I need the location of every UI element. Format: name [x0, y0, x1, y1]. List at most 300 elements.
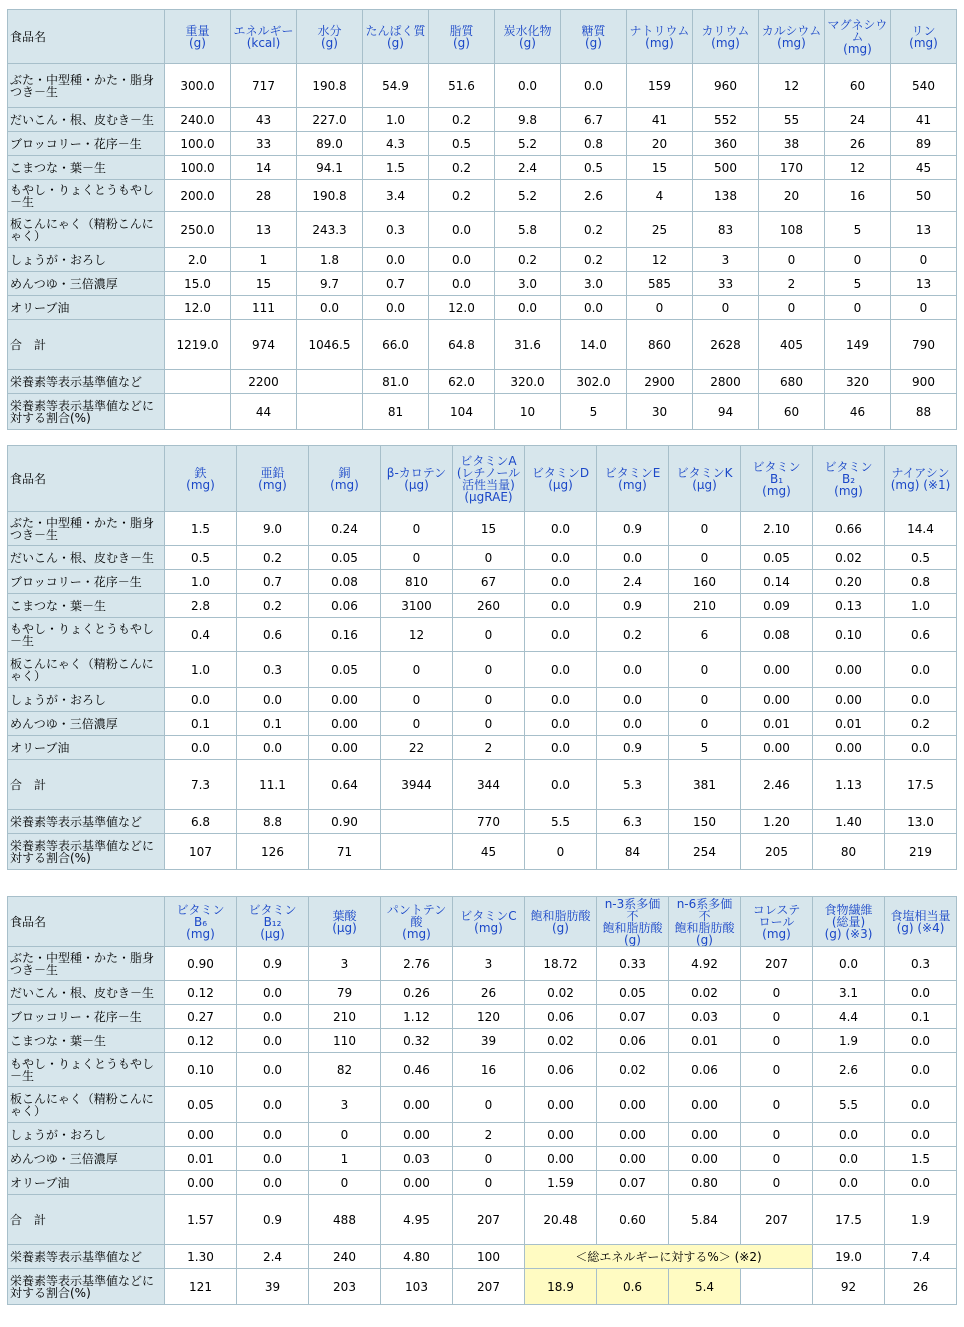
table-cell: 0 [825, 248, 891, 272]
table-cell: 0 [741, 1053, 813, 1087]
table-cell: 100.0 [165, 156, 231, 180]
table-cell: 0.10 [165, 1053, 237, 1087]
table-cell: 0 [759, 296, 825, 320]
table-cell: 0 [669, 512, 741, 546]
column-header: コレステ ロール (mg) [741, 897, 813, 947]
table-cell: 0 [669, 688, 741, 712]
table-row [8, 1029, 957, 1053]
energy-ratio-note: ＜総エネルギーに対する%＞ (※2) [525, 1245, 813, 1269]
table-cell: 0.01 [741, 712, 813, 736]
table-cell: 121 [165, 1269, 237, 1305]
table-cell: 1219.0 [165, 320, 231, 370]
table-cell: 0.24 [309, 512, 381, 546]
column-header: 重量 (g) [165, 10, 231, 64]
table-cell: 0.0 [885, 652, 957, 688]
row-label: めんつゆ・三倍濃厚 [8, 1147, 165, 1171]
table-cell: 0 [453, 652, 525, 688]
table-cell: 0.0 [525, 712, 597, 736]
table-row [8, 132, 957, 156]
table-cell: 320 [825, 370, 891, 394]
table-cell: 5.4 [669, 1269, 741, 1305]
table-row [8, 272, 957, 296]
table-row [8, 370, 957, 394]
table-cell: 0.3 [363, 212, 429, 248]
table-cell: 0.13 [813, 594, 885, 618]
table-cell: 45 [453, 834, 525, 870]
table-cell: 6.7 [561, 108, 627, 132]
table-cell: 12 [759, 64, 825, 108]
table-cell: 0.0 [495, 64, 561, 108]
row-label: めんつゆ・三倍濃厚 [8, 272, 165, 296]
table-row [8, 512, 957, 546]
column-header: 食物繊維 (総量) (g) (※3) [813, 897, 885, 947]
column-header: 食塩相当量 (g) (※4) [885, 897, 957, 947]
nutrition-table-3 [7, 896, 957, 1305]
column-header: ビタミン B₁₂ (μg) [237, 897, 309, 947]
table-cell: 0.2 [429, 108, 495, 132]
column-header: 飽和脂肪酸 (g) [525, 897, 597, 947]
column-header: たんぱく質 (g) [363, 10, 429, 64]
row-label: 合 計 [8, 760, 165, 810]
row-label: 板こんにゃく（精粉こんにゃく） [8, 1087, 165, 1123]
table-cell: 3.0 [495, 272, 561, 296]
table-cell: 67 [453, 570, 525, 594]
table-cell: 2.6 [561, 180, 627, 212]
table-cell: 0 [381, 512, 453, 546]
table-cell: 5.8 [495, 212, 561, 248]
table-cell: 18.72 [525, 947, 597, 981]
table-cell: 0.0 [885, 981, 957, 1005]
table-cell: 1.5 [165, 512, 237, 546]
table-cell [381, 810, 453, 834]
table-cell: 159 [627, 64, 693, 108]
table-cell: 0.14 [741, 570, 813, 594]
table-cell: 203 [309, 1269, 381, 1305]
table-cell: 344 [453, 760, 525, 810]
table-row [8, 688, 957, 712]
column-header: ビタミン B₁ (mg) [741, 446, 813, 512]
table-cell: 10 [495, 394, 561, 430]
table-cell: 0.5 [429, 132, 495, 156]
table-cell: 381 [669, 760, 741, 810]
table-cell: 33 [231, 132, 297, 156]
table-cell: 0.00 [669, 1147, 741, 1171]
table-cell: 60 [759, 394, 825, 430]
table-cell: 30 [627, 394, 693, 430]
table-cell: 0 [381, 688, 453, 712]
table-cell: 25 [627, 212, 693, 248]
table-cell: 0.1 [165, 712, 237, 736]
table-cell: 0.12 [165, 981, 237, 1005]
table-cell: 1.59 [525, 1171, 597, 1195]
table-cell: 0.0 [237, 1005, 309, 1029]
table-cell: 1.13 [813, 760, 885, 810]
table-cell: 0.0 [237, 1171, 309, 1195]
table-cell: 7.3 [165, 760, 237, 810]
table-cell: 0.90 [309, 810, 381, 834]
table-row [8, 296, 957, 320]
table-row [8, 760, 957, 810]
table-row [8, 736, 957, 760]
table-cell: 0.60 [597, 1195, 669, 1245]
table-cell: 0 [453, 546, 525, 570]
row-label: ブロッコリー・花序－生 [8, 570, 165, 594]
table-cell: 5 [825, 212, 891, 248]
table-cell: 14.4 [885, 512, 957, 546]
table-cell: 0 [381, 712, 453, 736]
table-cell: 15 [453, 512, 525, 546]
table-cell: 210 [669, 594, 741, 618]
table-cell: 2900 [627, 370, 693, 394]
table-cell: 0 [381, 652, 453, 688]
table-cell: 12 [627, 248, 693, 272]
table-cell: 0.03 [381, 1147, 453, 1171]
table-cell: 0.2 [429, 156, 495, 180]
table-cell: 0.0 [525, 760, 597, 810]
table-row [8, 108, 957, 132]
table-cell: 60 [825, 64, 891, 108]
table-cell: 0 [825, 296, 891, 320]
table-cell: 3 [693, 248, 759, 272]
table-cell: 1.0 [165, 652, 237, 688]
table-cell: 500 [693, 156, 759, 180]
table-cell: 1.40 [813, 810, 885, 834]
table-cell: 6.3 [597, 810, 669, 834]
table-cell: 28 [231, 180, 297, 212]
table-cell: 64.8 [429, 320, 495, 370]
table-cell: 810 [381, 570, 453, 594]
table-cell: 4.80 [381, 1245, 453, 1269]
table-cell: 0.0 [363, 296, 429, 320]
table-cell: 300.0 [165, 64, 231, 108]
table-cell: 0.2 [237, 546, 309, 570]
table-cell: 190.8 [297, 180, 363, 212]
table-cell: 0.6 [885, 618, 957, 652]
column-header: ビタミン B₆ (mg) [165, 897, 237, 947]
table-cell: 3944 [381, 760, 453, 810]
table-cell: 0 [891, 296, 957, 320]
table-row [8, 1005, 957, 1029]
table-cell: 0.0 [429, 272, 495, 296]
table-cell: 103 [381, 1269, 453, 1305]
table-cell: 243.3 [297, 212, 363, 248]
column-header: 銅 (mg) [309, 446, 381, 512]
table-cell: 0.07 [597, 1005, 669, 1029]
table-cell: 38 [759, 132, 825, 156]
table-row [8, 180, 957, 212]
table-cell: 0.00 [165, 1123, 237, 1147]
column-header: 脂質 (g) [429, 10, 495, 64]
table-cell: 13.0 [885, 810, 957, 834]
header-row [8, 897, 957, 947]
table-cell: 82 [309, 1053, 381, 1087]
column-header: 葉酸 (μg) [309, 897, 381, 947]
table-cell: 0.0 [813, 1171, 885, 1195]
table-cell: 0.00 [309, 712, 381, 736]
column-header: 鉄 (mg) [165, 446, 237, 512]
table-cell: 0.06 [525, 1005, 597, 1029]
table-cell: 360 [693, 132, 759, 156]
table-cell: 83 [693, 212, 759, 248]
table-cell: 0.2 [597, 618, 669, 652]
table-row [8, 1053, 957, 1087]
table-cell: 13 [231, 212, 297, 248]
table-cell: 3.0 [561, 272, 627, 296]
table-cell: 0.32 [381, 1029, 453, 1053]
column-header: n-3系多価不 飽和脂肪酸 (g) [597, 897, 669, 947]
table-cell: 2.6 [813, 1053, 885, 1087]
table-cell: 0.9 [597, 736, 669, 760]
table-cell: 0 [525, 834, 597, 870]
table-cell: 33 [693, 272, 759, 296]
table-cell: 0.05 [741, 546, 813, 570]
table-cell: 111 [231, 296, 297, 320]
table-cell: 960 [693, 64, 759, 108]
row-label: ブロッコリー・花序－生 [8, 132, 165, 156]
table-cell: 0.05 [309, 546, 381, 570]
table-row [8, 1171, 957, 1195]
table-cell: 0 [669, 546, 741, 570]
table-cell: 4.95 [381, 1195, 453, 1245]
table-cell: 0.8 [885, 570, 957, 594]
table-cell: 0 [627, 296, 693, 320]
table-cell: 0.00 [525, 1147, 597, 1171]
header-row [8, 10, 957, 64]
table-cell: 2.46 [741, 760, 813, 810]
table-cell: 1.30 [165, 1245, 237, 1269]
table-cell: 0.00 [165, 1171, 237, 1195]
table-cell: 0.0 [237, 688, 309, 712]
table-cell: 0.0 [597, 652, 669, 688]
table-cell: 0.02 [525, 1029, 597, 1053]
table-cell: 320.0 [495, 370, 561, 394]
column-header: パントテン 酸 (mg) [381, 897, 453, 947]
table-cell [381, 834, 453, 870]
table-cell: 92 [813, 1269, 885, 1305]
table-cell: 0.0 [525, 652, 597, 688]
table-cell: 0 [309, 1171, 381, 1195]
table-cell: 3.1 [813, 981, 885, 1005]
table-cell: 585 [627, 272, 693, 296]
column-header: 亜鉛 (mg) [237, 446, 309, 512]
table-cell: 0.03 [669, 1005, 741, 1029]
table-cell: 0 [741, 981, 813, 1005]
table-cell: 0.00 [813, 688, 885, 712]
table-cell: 0.9 [237, 947, 309, 981]
nutrition-table-2 [7, 445, 957, 870]
table-cell: 5.5 [813, 1087, 885, 1123]
table-cell: 0.00 [525, 1087, 597, 1123]
table-cell: 149 [825, 320, 891, 370]
table-row [8, 947, 957, 981]
table-cell: 552 [693, 108, 759, 132]
table-cell: 2.0 [165, 248, 231, 272]
table-cell: 8.8 [237, 810, 309, 834]
table-cell: 207 [741, 1195, 813, 1245]
table-row [8, 1147, 957, 1171]
row-label: 栄養素等表示基準値など [8, 1245, 165, 1269]
table-row [8, 212, 957, 248]
table-cell [297, 394, 363, 430]
row-label: ぶた・中型種・かた・脂身つき－生 [8, 947, 165, 981]
row-label: だいこん・根、皮むき－生 [8, 546, 165, 570]
table-cell: 0.00 [309, 736, 381, 760]
table-cell: 4.3 [363, 132, 429, 156]
table-cell: 770 [453, 810, 525, 834]
table-cell: 219 [885, 834, 957, 870]
table-cell: 62.0 [429, 370, 495, 394]
table-cell: 2.4 [237, 1245, 309, 1269]
table-cell: 110 [309, 1029, 381, 1053]
table-cell: 0.16 [309, 618, 381, 652]
table-cell: 0.05 [165, 1087, 237, 1123]
table-cell: 0.08 [309, 570, 381, 594]
table-cell: 31.6 [495, 320, 561, 370]
table-cell: 5.2 [495, 132, 561, 156]
nutrition-table-1 [7, 9, 957, 430]
table-cell: 0.00 [813, 652, 885, 688]
table-cell: 41 [627, 108, 693, 132]
table-cell: 54.9 [363, 64, 429, 108]
table-cell: 240.0 [165, 108, 231, 132]
table-cell: 9.0 [237, 512, 309, 546]
row-label: ぶた・中型種・かた・脂身つき－生 [8, 64, 165, 108]
column-header: β-カロテン (μg) [381, 446, 453, 512]
table-cell: 0.05 [597, 981, 669, 1005]
table-cell: 0.5 [561, 156, 627, 180]
table-cell: 0.0 [363, 248, 429, 272]
table-cell: 0.2 [237, 594, 309, 618]
table-row [8, 1195, 957, 1245]
column-header: エネルギー (kcal) [231, 10, 297, 64]
table-cell: 0.9 [597, 512, 669, 546]
table-cell: 94.1 [297, 156, 363, 180]
table-cell: 14.0 [561, 320, 627, 370]
table-cell: 0.0 [597, 688, 669, 712]
table-cell: 0.0 [237, 1087, 309, 1123]
table-cell: 0.9 [237, 1195, 309, 1245]
table-cell [165, 370, 231, 394]
table-cell: 0.0 [525, 546, 597, 570]
row-label: ブロッコリー・花序－生 [8, 1005, 165, 1029]
table-cell: 0.00 [741, 652, 813, 688]
table-cell: 0.07 [597, 1171, 669, 1195]
table-cell: 227.0 [297, 108, 363, 132]
table-cell: 1.9 [813, 1029, 885, 1053]
row-label: 合 計 [8, 320, 165, 370]
table-cell: 24 [825, 108, 891, 132]
table-cell: 80 [813, 834, 885, 870]
table-cell: 0.06 [525, 1053, 597, 1087]
table-cell: 16 [453, 1053, 525, 1087]
table-cell: 207 [741, 947, 813, 981]
table-cell: 26 [453, 981, 525, 1005]
table-cell: 1.5 [363, 156, 429, 180]
table-cell: 0.0 [237, 1053, 309, 1087]
table-cell: 5.84 [669, 1195, 741, 1245]
table-cell: 9.7 [297, 272, 363, 296]
table-cell: 0.26 [381, 981, 453, 1005]
table-cell: 16 [825, 180, 891, 212]
table-cell: 0.12 [165, 1029, 237, 1053]
table-cell: 3100 [381, 594, 453, 618]
table-cell: 7.4 [885, 1245, 957, 1269]
table-cell: 6 [669, 618, 741, 652]
table-cell: 207 [453, 1195, 525, 1245]
table-cell: 20.48 [525, 1195, 597, 1245]
table-cell: 2.76 [381, 947, 453, 981]
table-cell: 0.0 [237, 736, 309, 760]
table-cell: 0.0 [165, 736, 237, 760]
column-header: カルシウム (mg) [759, 10, 825, 64]
row-label: めんつゆ・三倍濃厚 [8, 712, 165, 736]
table-row [8, 618, 957, 652]
table-cell: 0.0 [525, 736, 597, 760]
table-cell: 0.0 [495, 296, 561, 320]
table-cell: 974 [231, 320, 297, 370]
row-label: もやし・りょくとうもやし－生 [8, 618, 165, 652]
table-row [8, 64, 957, 108]
header-row [8, 446, 957, 512]
table-cell: 19.0 [813, 1245, 885, 1269]
table-cell: 17.5 [885, 760, 957, 810]
table-cell: 0.00 [597, 1087, 669, 1123]
column-header: ナトリウム (mg) [627, 10, 693, 64]
row-label: こまつな・葉－生 [8, 156, 165, 180]
table-cell: 0.3 [237, 652, 309, 688]
table-cell: 2 [453, 1123, 525, 1147]
table-cell: 0 [741, 1087, 813, 1123]
table-cell: 260 [453, 594, 525, 618]
row-label: オリーブ油 [8, 296, 165, 320]
table-cell: 0.00 [309, 688, 381, 712]
table-cell: 0.0 [429, 248, 495, 272]
table-cell: 0.01 [669, 1029, 741, 1053]
table-cell: 0.90 [165, 947, 237, 981]
row-label: 栄養素等表示基準値などに対する割合(%) [8, 834, 165, 870]
table-row [8, 570, 957, 594]
table-cell: 0.0 [813, 1147, 885, 1171]
table-cell: 46 [825, 394, 891, 430]
table-cell: 2800 [693, 370, 759, 394]
table-cell: 0.06 [669, 1053, 741, 1087]
table-cell: 170 [759, 156, 825, 180]
table-cell: 0.0 [237, 981, 309, 1005]
table-cell: 0.01 [813, 712, 885, 736]
table-cell: 9.8 [495, 108, 561, 132]
table-cell: 0.2 [561, 248, 627, 272]
table-row [8, 594, 957, 618]
table-cell: 2.10 [741, 512, 813, 546]
table-cell: 0 [309, 1123, 381, 1147]
table-cell: 200.0 [165, 180, 231, 212]
table-cell: 22 [381, 736, 453, 760]
table-cell: 20 [627, 132, 693, 156]
table-cell: 0.00 [381, 1171, 453, 1195]
table-cell: 20 [759, 180, 825, 212]
column-header: 糖質 (g) [561, 10, 627, 64]
row-label: ぶた・中型種・かた・脂身つき－生 [8, 512, 165, 546]
table-cell: 5.2 [495, 180, 561, 212]
table-cell: 26 [885, 1269, 957, 1305]
table-cell: 39 [237, 1269, 309, 1305]
table-cell: 108 [759, 212, 825, 248]
table-cell: 0 [741, 1005, 813, 1029]
row-label: こまつな・葉－生 [8, 1029, 165, 1053]
table-cell: 0.0 [525, 688, 597, 712]
table-cell: 12.0 [165, 296, 231, 320]
table-cell: 0.00 [741, 688, 813, 712]
